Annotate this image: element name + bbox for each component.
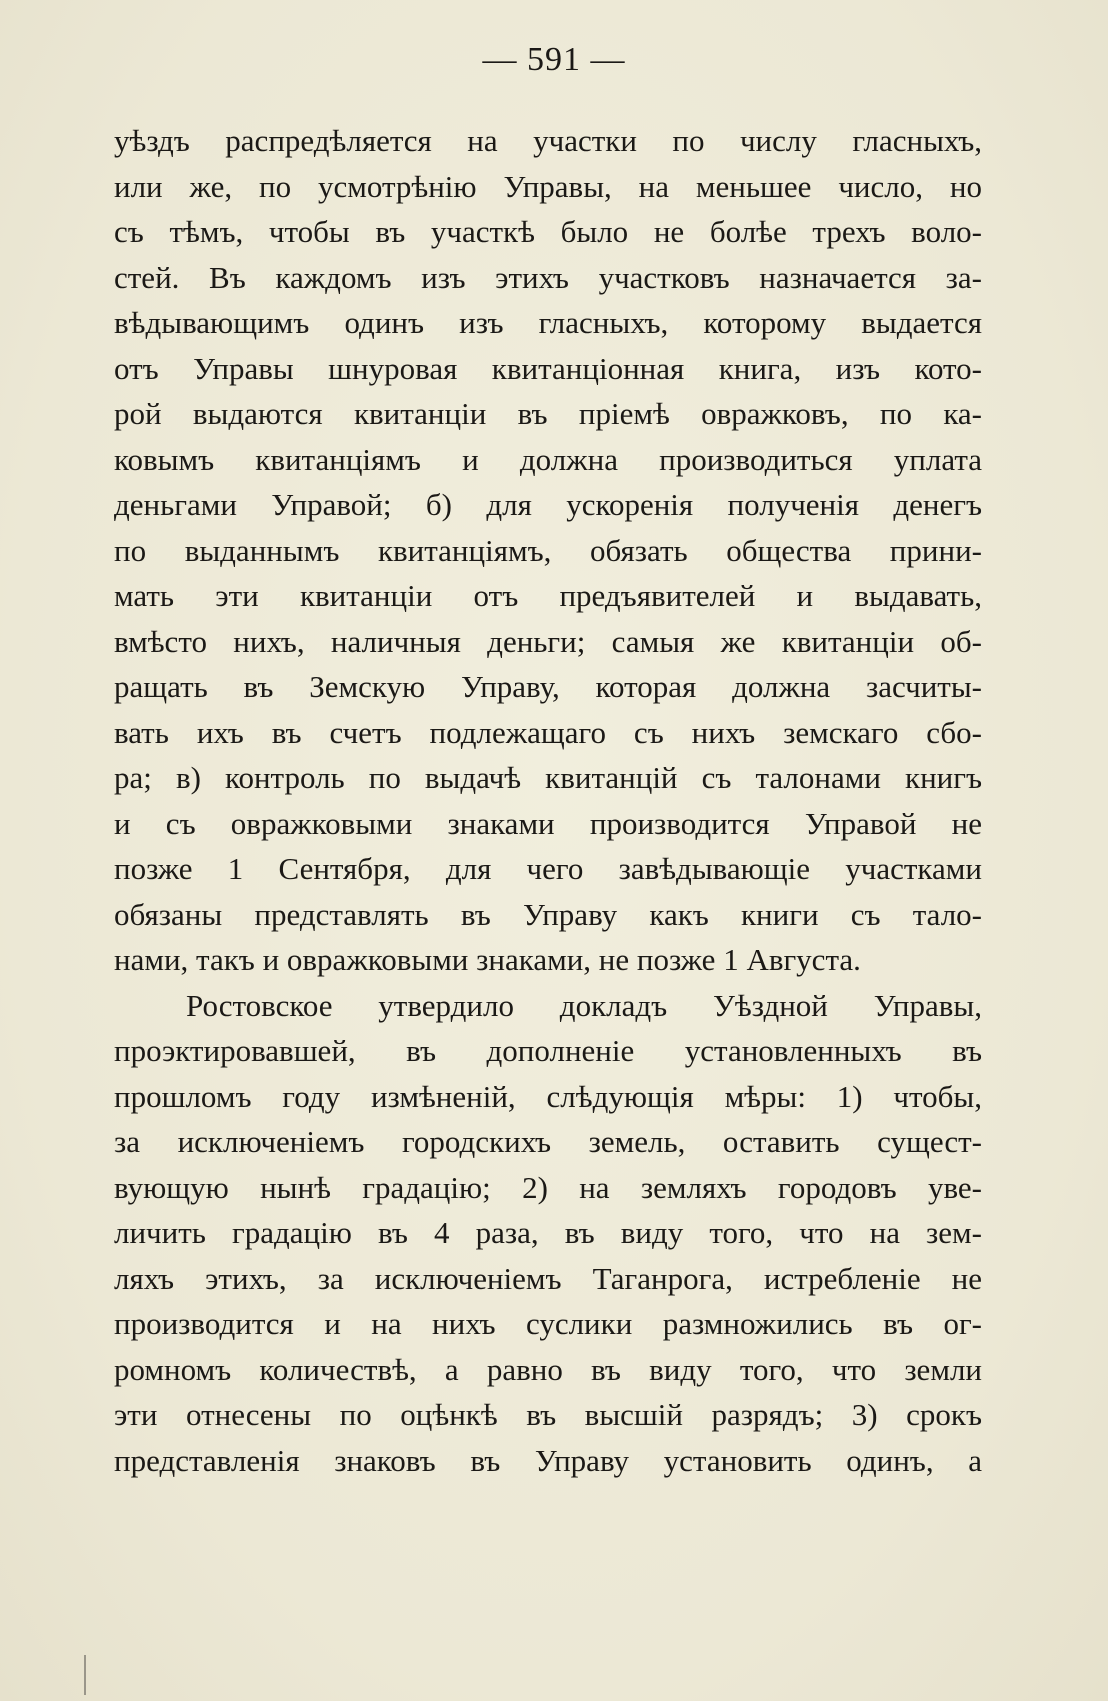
body-text <box>114 118 982 1483</box>
text-line: вѣдывающимъ одинъ изъ гласныхъ, которому выдается <box>114 305 982 340</box>
text-line: ращать въ Земскую Управу, которая должна засчиты- <box>114 669 982 704</box>
text-line: или же, по усмотрѣнію Управы, на меньшее число, но <box>114 168 982 204</box>
text-line: нами, такъ и овражковыми знаками, не позже 1 Августа. <box>114 942 861 977</box>
text-line: уѣздъ распредѣляется на участки по числу гласныхъ, <box>114 123 982 158</box>
scan-edge-mark <box>84 1655 86 1695</box>
text-line: по выданнымъ квитанціямъ, обязать общества прини- <box>114 532 982 568</box>
text-line: отъ Управы шнуровая квитанціонная книга, изъ кото- <box>114 350 982 386</box>
text-line: мать эти квитанціи отъ предъявителей и выдавать, <box>114 578 982 613</box>
text-line: производится и на нихъ суслики размножились въ ог- <box>114 1306 982 1341</box>
text-line: вующую нынѣ градацію; 2) на земляхъ городовъ уве- <box>114 1169 982 1205</box>
text-line: рой выдаются квитанціи въ пріемѣ овражковъ, по ка- <box>114 396 982 431</box>
text-line: проэктировавшей, въ дополненіе установленныхъ въ <box>114 1033 982 1068</box>
text-line: личить градацію въ 4 раза, въ виду того, что на зем- <box>114 1215 982 1250</box>
text-line: обязаны представлять въ Управу какъ книги съ тало- <box>114 896 982 932</box>
text-line: вать ихъ въ счетъ подлежащаго съ нихъ земскаго сбо- <box>114 714 982 750</box>
text-line: ромномъ количествѣ, а равно въ виду того, что земли <box>114 1351 982 1387</box>
text-line: ляхъ этихъ, за исключеніемъ Таганрога, истребленіе не <box>114 1260 982 1296</box>
text-line: съ тѣмъ, чтобы въ участкѣ было не болѣе трехъ воло- <box>114 214 982 249</box>
text-line: и съ овражковыми знаками производится Управой не <box>114 805 982 841</box>
text-line: ковымъ квитанціямъ и должна производиться уплата <box>114 441 982 477</box>
text-line: ра; в) контроль по выдачѣ квитанцій съ талонами книгъ <box>114 760 982 795</box>
text-line: представленія знаковъ въ Управу установить одинъ, а <box>114 1442 982 1478</box>
text-line: за исключеніемъ городскихъ земель, оставить сущест- <box>114 1124 982 1159</box>
text-line: позже 1 Сентября, для чего завѣдывающіе участками <box>114 851 982 886</box>
page-number: — 591 — <box>482 41 626 78</box>
text-line: деньгами Управой; б) для ускоренія полученія денегъ <box>114 487 982 522</box>
paragraph-first-line: Ростовское утвердило докладъ Уѣздной Управы, <box>186 987 982 1023</box>
text-line: эти отнесены по оцѣнкѣ въ высшій разрядъ; 3) срокъ <box>114 1397 982 1432</box>
text-line: стей. Въ каждомъ изъ этихъ участковъ назначается за- <box>114 259 982 295</box>
text-line: прошломъ году измѣненій, слѣдующія мѣры: 1) чтобы, <box>114 1078 982 1114</box>
text-line: вмѣсто нихъ, наличныя деньги; самыя же квитанціи об- <box>114 623 982 659</box>
